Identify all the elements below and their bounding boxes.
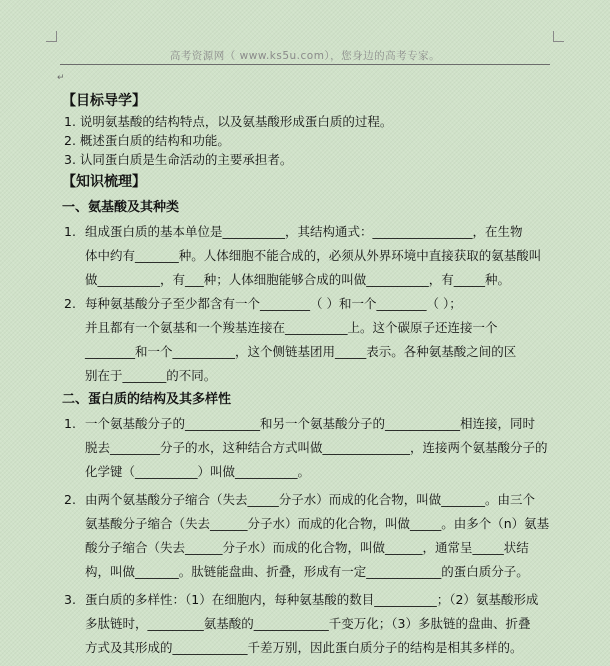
question-number: 1. bbox=[64, 224, 76, 239]
goal-item-3: 3. 认同蛋白质是生命活动的主要承担者。 bbox=[64, 152, 293, 167]
page-corner-mark-right bbox=[553, 31, 564, 42]
goal-item-1: 1. 说明氨基酸的结构特点，以及氨基酸形成蛋白质的过程。 bbox=[64, 114, 393, 129]
question-peptide-bond bbox=[62, 412, 556, 484]
question-line: 蛋白质的多样性：（1）在细胞内，每种氨基酸的数目__________；（2）氨基酸形成 bbox=[85, 592, 539, 607]
question-number: 2. bbox=[64, 492, 76, 507]
question-line: 组成蛋白质的基本单位是__________，其结构通式：________________，在生物 bbox=[85, 224, 523, 239]
header-rule bbox=[60, 64, 550, 65]
section-title-knowledge: 【知识梳理】 bbox=[62, 174, 146, 190]
question-line: 并且都有一个氨基和一个羧基连接在__________上。这个碳原子还连接一个 bbox=[85, 320, 498, 335]
question-line: 化学键（__________）叫做__________。 bbox=[85, 464, 311, 479]
question-line: 体中约有_______种。人体细胞不能合成的，必须从外界环境中直接获取的氨基酸叫 bbox=[85, 248, 542, 263]
subsection-title-protein-structure: 二、蛋白质的结构及其多样性 bbox=[62, 392, 232, 407]
question-line: 别在于_______的不同。 bbox=[85, 368, 217, 383]
question-line: 每种氨基酸分子至少都含有一个________（ ）和一个________（ ）； bbox=[85, 296, 462, 311]
question-amino-acid-unit bbox=[62, 220, 556, 292]
question-line: 酸分子缩合（失去______分子水）而成的化合物，叫做______，通常呈_____状结 bbox=[85, 540, 529, 555]
question-line: 一个氨基酸分子的____________和另一个氨基酸分子的____________相连接，同时 bbox=[85, 416, 536, 431]
question-number: 1. bbox=[64, 416, 76, 431]
section-title-goals: 【目标导学】 bbox=[62, 93, 146, 109]
question-line: 方式及其形成的____________千差万别，因此蛋白质分子的结构是相其多样的。 bbox=[85, 640, 523, 655]
question-line: 脱去________分子的水，这种结合方式叫做______________，连接两个氨基酸分子的 bbox=[85, 440, 548, 455]
question-number: 3. bbox=[64, 592, 76, 607]
paragraph-mark-icon: ↵ bbox=[57, 73, 65, 83]
page-header: 高考资源网（ www.ks5u.com），您身边的高考专家。 bbox=[169, 50, 441, 62]
question-condensation bbox=[62, 488, 556, 584]
page-corner-mark-left bbox=[46, 31, 57, 42]
question-line: ________和一个__________，这个侧链基团用_____表示。各种氨基酸之间的区 bbox=[85, 344, 517, 359]
document-body bbox=[62, 90, 556, 660]
goal-item-2: 2. 概述蛋白质的结构和功能。 bbox=[64, 133, 230, 148]
question-line: 氨基酸分子缩合（失去______分子水）而成的化合物，叫做_____。由多个（n）氨基 bbox=[85, 516, 550, 531]
question-line: 多肽链时，_________氨基酸的____________千变万化；（3）多肽链的盘曲、折叠 bbox=[85, 616, 531, 631]
question-line: 由两个氨基酸分子缩合（失去_____分子水）而成的化合物，叫做_______。由三个 bbox=[85, 492, 536, 507]
question-line: 构，叫做_______。肽链能盘曲、折叠，形成有一定____________的蛋白质分子。 bbox=[85, 564, 529, 579]
question-amino-acid-groups bbox=[62, 292, 556, 388]
question-number: 2. bbox=[64, 296, 76, 311]
question-line: 做__________，有___种；人体细胞能够合成的叫做__________，有_____种。 bbox=[85, 272, 511, 287]
subsection-title-amino-acids: 一、氨基酸及其种类 bbox=[62, 200, 180, 215]
question-protein-diversity bbox=[62, 588, 556, 660]
